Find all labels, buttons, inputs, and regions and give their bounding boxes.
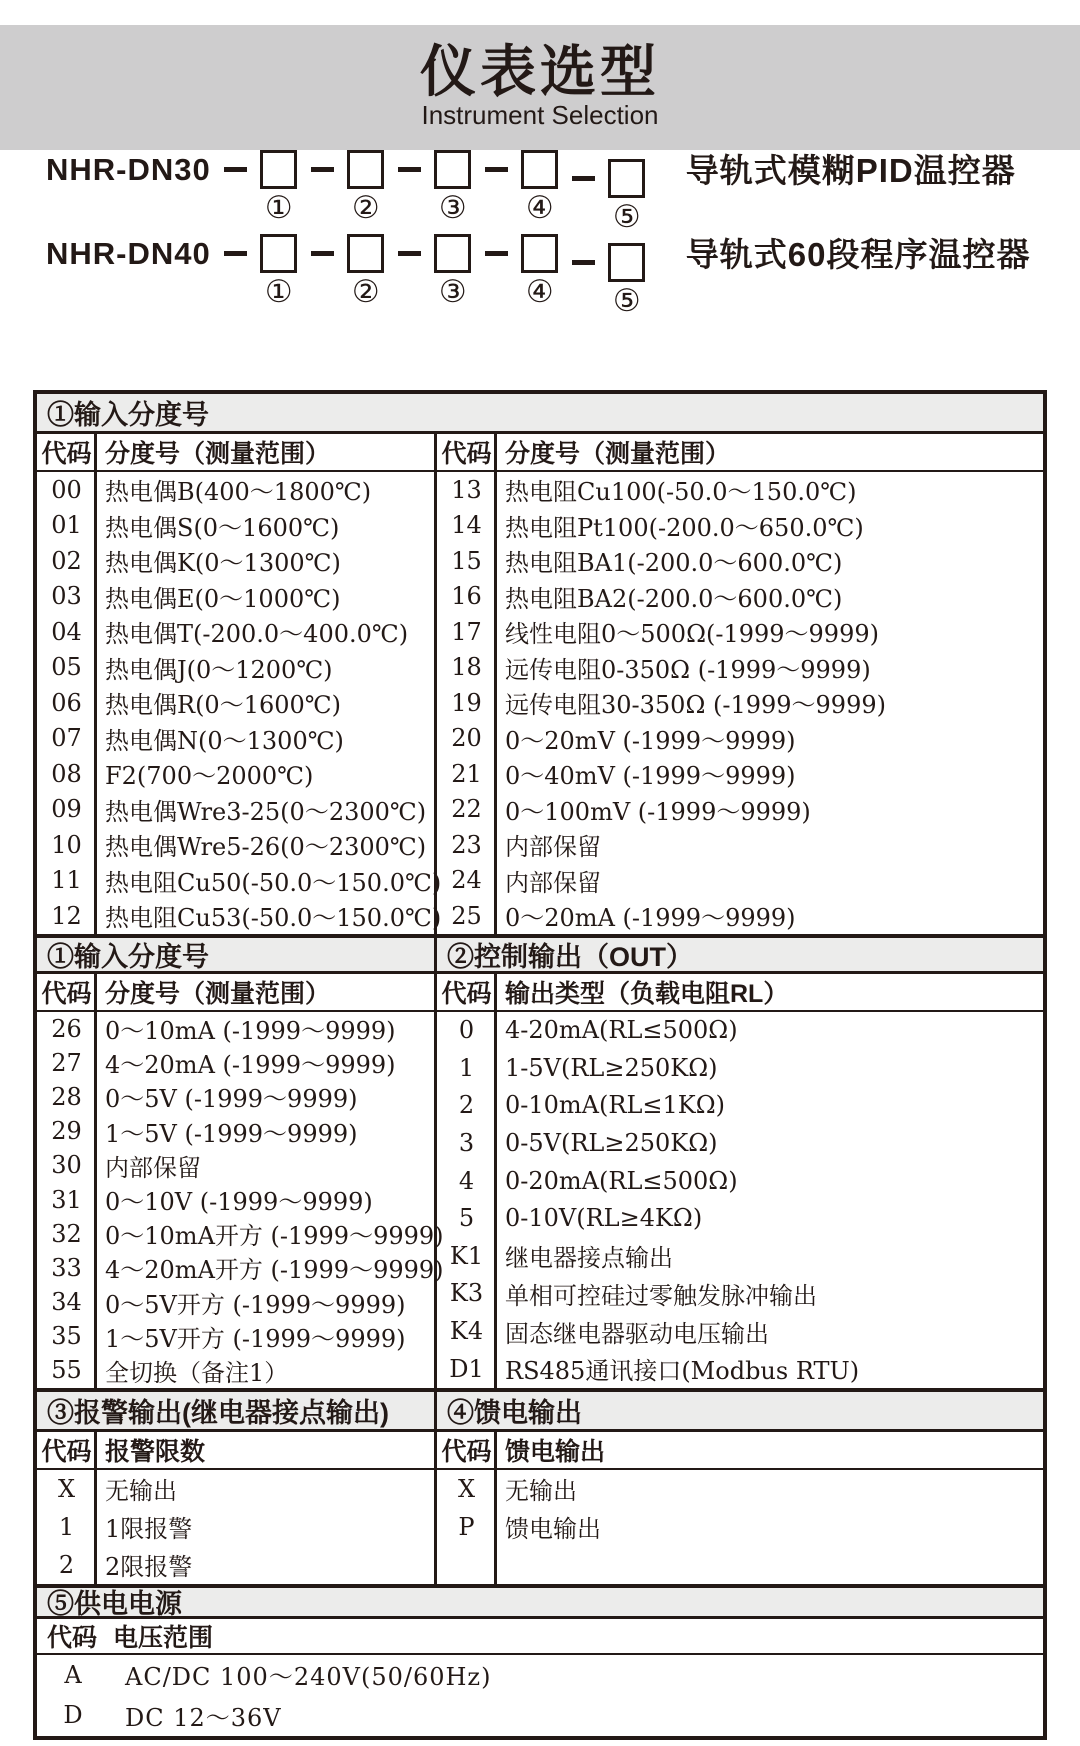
- label-cell: 热电偶T(-200.0～400.0℃): [105, 620, 409, 649]
- dash-separator: [572, 176, 595, 181]
- table-row: [437, 579, 1043, 615]
- code-box: [521, 234, 558, 273]
- code-cell: P: [458, 1512, 475, 1541]
- code-cell: 26: [51, 1014, 82, 1043]
- label-cell: 2限报警: [105, 1553, 193, 1582]
- label-cell: 远传电阻0-350Ω (-1999～9999): [505, 655, 871, 684]
- code-cell: 14: [451, 511, 482, 540]
- column-header-row: [37, 1432, 434, 1470]
- model-description: 导轨式60段程序温控器: [685, 236, 1031, 273]
- table-row: [37, 792, 434, 828]
- table-row: [37, 756, 434, 792]
- label-cell: 1～5V开方 (-1999～9999): [105, 1324, 406, 1353]
- table-row: [437, 1470, 1043, 1508]
- label-cell: 热电偶R(0～1600℃): [105, 691, 341, 720]
- code-cell: 27: [51, 1048, 82, 1077]
- label-cell: 馈电输出: [505, 1515, 601, 1544]
- table-row: [437, 1124, 1043, 1162]
- code-cell: 11: [51, 866, 82, 895]
- column-header-code: 代码: [47, 1623, 98, 1652]
- code-slot-4: [521, 234, 559, 309]
- column-header-row: [437, 434, 1043, 472]
- circled-number-2-icon: ②: [351, 190, 380, 226]
- table-row: [37, 827, 434, 863]
- label-cell: 1～5V (-1999～9999): [105, 1119, 358, 1148]
- circled-number-1-icon: ①: [264, 274, 293, 310]
- column-header-label: 分度号（测量范围）: [105, 440, 331, 468]
- code-cell: 25: [451, 901, 482, 930]
- dash-separator: [311, 167, 334, 172]
- code-cell: 00: [51, 475, 82, 504]
- code-cell: 05: [51, 653, 82, 682]
- table-row: [437, 1350, 1043, 1388]
- label-cell: 热电阻BA1(-200.0～600.0℃): [505, 549, 843, 578]
- label-cell: 全切换（备注1）: [105, 1358, 289, 1387]
- table-row: [37, 1285, 434, 1319]
- code-slot-2: [347, 234, 385, 309]
- code-cell: 33: [51, 1253, 82, 1282]
- table-row: [437, 1312, 1043, 1350]
- label-cell: 热电阻Cu50(-50.0～150.0℃): [105, 868, 442, 897]
- circled-number-1-icon: ①: [264, 190, 293, 226]
- code-cell: 0: [458, 1016, 475, 1045]
- label-cell: 0～10mA (-1999～9999): [105, 1017, 396, 1046]
- code-cell: 22: [451, 795, 482, 824]
- code-slot-3: [434, 234, 472, 309]
- code-cell: D1: [449, 1354, 484, 1383]
- code-cell: 06: [51, 688, 82, 717]
- code-cell: A: [64, 1660, 82, 1689]
- section-power-supply: [37, 1584, 1043, 1736]
- dash-separator: [398, 251, 421, 256]
- table-row: [37, 1217, 444, 1251]
- code-cell: 02: [51, 546, 82, 575]
- code-cell: K4: [449, 1317, 484, 1346]
- label-cell: 0～100mV (-1999～9999): [505, 797, 811, 826]
- table-row: [37, 898, 442, 934]
- label-cell: 热电偶K(0～1300℃): [105, 549, 341, 578]
- table-row: [37, 1148, 434, 1182]
- code-cell: 20: [451, 724, 482, 753]
- label-cell: 内部保留: [505, 868, 601, 897]
- circled-number-4-icon: ④: [525, 274, 554, 310]
- label-cell: 4～20mA开方 (-1999～9999): [105, 1256, 444, 1285]
- block2-right-title: ②控制输出（OUT）: [447, 941, 693, 972]
- block3-left-subtable: [37, 1432, 437, 1584]
- section-input-division-2-and-control-output: [37, 934, 1043, 1388]
- label-cell: 0～10mA开方 (-1999～9999): [105, 1222, 444, 1251]
- table-row: [437, 508, 1043, 544]
- label-cell: DC 12～36V: [125, 1703, 282, 1732]
- code-cell: 31: [51, 1185, 82, 1214]
- label-cell: AC/DC 100～240V(50/60Hz): [125, 1663, 492, 1692]
- table-row: [437, 827, 1043, 863]
- section-title-bar: [37, 1388, 1043, 1432]
- table-row: [437, 863, 1043, 899]
- code-box: [608, 159, 645, 198]
- block1-title: ①输入分度号: [47, 400, 209, 430]
- column-header-code: 代码: [441, 440, 492, 468]
- label-cell: 线性电阻0～500Ω(-1999～9999): [505, 620, 879, 649]
- column-header-row: [37, 1619, 1043, 1655]
- table-row: [437, 898, 1043, 934]
- column-header-code: 代码: [41, 440, 92, 468]
- code-slot-5: [608, 243, 646, 318]
- block1-right-subtable: [437, 434, 1043, 934]
- table-row: [37, 1546, 434, 1584]
- code-cell: 29: [51, 1117, 82, 1146]
- circled-number-3-icon: ③: [438, 274, 467, 310]
- code-box: [347, 150, 384, 189]
- column-header-row: [437, 974, 1043, 1012]
- page-subtitle: Instrument Selection: [421, 100, 659, 130]
- table-row: [37, 863, 442, 899]
- code-cell: 5: [458, 1204, 475, 1233]
- code-cell: 12: [51, 901, 82, 930]
- model-line: [0, 150, 1080, 234]
- table-row: [437, 650, 1043, 686]
- code-cell: 17: [451, 617, 482, 646]
- table-row: [437, 1012, 1043, 1050]
- table-row: [437, 792, 1043, 828]
- label-cell: 热电阻Cu100(-50.0～150.0℃): [505, 478, 857, 507]
- block3-left-title: ③报警输出(继电器接点输出): [37, 1392, 437, 1429]
- column-header-label: 分度号（测量范围）: [505, 440, 731, 468]
- block1-left-subtable: [37, 434, 442, 934]
- column-header-code: 代码: [41, 1437, 92, 1466]
- column-header-row: [37, 974, 434, 1012]
- section-title-bar: [37, 934, 1043, 974]
- table-row: [37, 1655, 1043, 1696]
- code-cell: 1: [58, 1512, 75, 1541]
- table-row: [37, 650, 434, 686]
- code-slot-1: [260, 150, 298, 225]
- column-header-code: 代码: [41, 979, 92, 1008]
- code-cell: 28: [51, 1082, 82, 1111]
- circled-number-4-icon: ④: [525, 190, 554, 226]
- selection-table: [33, 390, 1047, 1740]
- label-cell: RS485通讯接口(Modbus RTU): [505, 1357, 860, 1386]
- code-box: [521, 150, 558, 189]
- block3-right-subtable: [437, 1432, 1043, 1584]
- model-code-diagrams: [0, 150, 1080, 318]
- table-row: [37, 1080, 434, 1114]
- code-cell: K1: [449, 1241, 484, 1270]
- label-cell: 远传电阻30-350Ω (-1999～9999): [505, 691, 886, 720]
- code-cell: 21: [451, 759, 482, 788]
- table-row: [37, 1695, 1043, 1736]
- column-header-label: 馈电输出: [505, 1437, 606, 1466]
- label-cell: 1-5V(RL≥250KΩ): [505, 1053, 718, 1082]
- block2-left-title: ①输入分度号: [37, 938, 437, 971]
- label-cell: 4～20mA (-1999～9999): [105, 1051, 396, 1080]
- label-cell: 无输出: [505, 1477, 577, 1506]
- code-cell: 04: [51, 617, 82, 646]
- code-cell: 10: [51, 830, 82, 859]
- table-row: [437, 543, 1043, 579]
- table-row: [37, 579, 434, 615]
- circled-number-3-icon: ③: [438, 190, 467, 226]
- code-box: [434, 234, 471, 273]
- column-header-row: [437, 1432, 1043, 1470]
- label-cell: 0～20mA (-1999～9999): [505, 904, 796, 933]
- label-cell: 内部保留: [505, 833, 601, 862]
- table-row: [37, 721, 434, 757]
- page-title: 仪表选型: [420, 40, 660, 103]
- table-row: [437, 1162, 1043, 1200]
- label-cell: 热电偶J(0～1200℃): [105, 655, 333, 684]
- table-row: [37, 1508, 434, 1546]
- table-row: [437, 1275, 1043, 1313]
- dash-separator: [572, 260, 595, 265]
- code-cell: D: [63, 1701, 83, 1730]
- circled-number-2-icon: ②: [351, 274, 380, 310]
- code-cell: 2: [458, 1091, 475, 1120]
- label-cell: 0～40mV (-1999～9999): [505, 762, 796, 791]
- code-cell: 15: [451, 546, 482, 575]
- code-cell: 34: [51, 1288, 82, 1317]
- label-cell: 4-20mA(RL≤500Ω): [505, 1016, 738, 1045]
- label-cell: 热电阻Pt100(-200.0～650.0℃): [505, 513, 864, 542]
- table-row: [37, 1470, 434, 1508]
- dash-separator: [224, 167, 247, 172]
- section-title-bar: [37, 394, 1043, 434]
- code-cell: 3: [458, 1129, 475, 1158]
- table-row: [437, 1199, 1043, 1237]
- code-cell: 09: [51, 795, 82, 824]
- section-title-bar: [37, 1584, 1043, 1619]
- label-cell: 0-5V(RL≥250KΩ): [505, 1129, 718, 1158]
- column-header-label: 分度号（测量范围）: [105, 979, 331, 1008]
- code-cell: 2: [58, 1550, 75, 1579]
- label-cell: 0-20mA(RL≤500Ω): [505, 1166, 738, 1195]
- table-row: [437, 1087, 1043, 1125]
- model-description: 导轨式模糊PID温控器: [685, 152, 1016, 189]
- model-name: NHR-DN30: [46, 152, 211, 187]
- table-row: [37, 508, 434, 544]
- label-cell: 热电阻Cu53(-50.0～150.0℃): [105, 904, 442, 933]
- table-row: [437, 472, 1043, 508]
- block2-left-subtable: [37, 974, 444, 1388]
- label-cell: 热电偶S(0～1600℃): [105, 513, 340, 542]
- code-box: [347, 234, 384, 273]
- code-slot-4: [521, 150, 559, 225]
- label-cell: 0～20mV (-1999～9999): [505, 726, 796, 755]
- code-cell: 30: [51, 1151, 82, 1180]
- label-cell: 热电偶N(0～1300℃): [105, 726, 344, 755]
- code-cell: 01: [51, 511, 82, 540]
- label-cell: 热电偶B(400～1800℃): [105, 478, 372, 507]
- label-cell: 热电偶Wre3-25(0～2300℃): [105, 797, 427, 826]
- section-alarm-and-feed-output: [37, 1388, 1043, 1584]
- label-cell: 0～5V (-1999～9999): [105, 1085, 358, 1114]
- label-cell: 无输出: [105, 1477, 177, 1506]
- column-header-label: 电压范围: [113, 1623, 214, 1652]
- table-row: [37, 1046, 434, 1080]
- label-cell: 0-10V(RL≥4KΩ): [505, 1204, 703, 1233]
- column-header-code: 代码: [441, 1437, 492, 1466]
- block2-right-subtable: [437, 974, 1043, 1388]
- column-header-label: 报警限数: [105, 1437, 206, 1466]
- table-row: [37, 614, 434, 650]
- code-cell: 55: [51, 1356, 82, 1385]
- code-box: [260, 234, 297, 273]
- table-row: [437, 1237, 1043, 1275]
- table-row: [437, 721, 1043, 757]
- code-cell: 18: [451, 653, 482, 682]
- code-slot-5: [608, 159, 646, 234]
- block3-right-title: ④馈电输出: [447, 1397, 582, 1428]
- code-cell: 16: [451, 582, 482, 611]
- code-box: [608, 243, 645, 282]
- table-row: [437, 685, 1043, 721]
- label-cell: 内部保留: [105, 1153, 201, 1182]
- code-cell: 07: [51, 724, 82, 753]
- table-row: [37, 685, 434, 721]
- code-cell: 19: [451, 688, 482, 717]
- code-cell: X: [57, 1474, 76, 1503]
- table-row: [37, 543, 434, 579]
- column-header-row: [37, 434, 434, 472]
- label-cell: 1限报警: [105, 1515, 193, 1544]
- code-cell: 23: [451, 830, 482, 859]
- label-cell: 固态继电器驱动电压输出: [505, 1319, 769, 1348]
- column-header-code: 代码: [441, 979, 492, 1008]
- code-cell: 4: [458, 1166, 475, 1195]
- circled-number-5-icon: ⑤: [612, 199, 641, 235]
- code-cell: X: [457, 1474, 476, 1503]
- column-header-label: 输出类型（负载电阻RL）: [505, 979, 789, 1008]
- table-row: [37, 1012, 434, 1046]
- code-slot-1: [260, 234, 298, 309]
- code-slot-3: [434, 150, 472, 225]
- table-row: [437, 1049, 1043, 1087]
- code-cell: 35: [51, 1322, 82, 1351]
- code-cell: 24: [451, 866, 482, 895]
- code-box: [434, 150, 471, 189]
- dash-separator: [485, 251, 508, 256]
- code-slot-2: [347, 150, 385, 225]
- code-cell: 13: [451, 475, 482, 504]
- model-line: [0, 234, 1080, 318]
- table-row: [37, 1319, 434, 1353]
- block4-title: ⑤供电电源: [47, 1589, 182, 1620]
- label-cell: 0-10mA(RL≤1KΩ): [505, 1091, 725, 1120]
- table-row: [437, 1508, 1043, 1546]
- circled-number-5-icon: ⑤: [612, 283, 641, 319]
- dash-separator: [224, 251, 247, 256]
- label-cell: 0～10V (-1999～9999): [105, 1188, 373, 1217]
- code-cell: 08: [51, 759, 82, 788]
- label-cell: 继电器接点输出: [505, 1244, 673, 1273]
- code-cell: 1: [458, 1053, 475, 1082]
- label-cell: F2(700～2000℃): [105, 762, 314, 791]
- code-cell: 03: [51, 582, 82, 611]
- label-cell: 0～5V开方 (-1999～9999): [105, 1290, 406, 1319]
- dash-separator: [311, 251, 334, 256]
- table-row: [437, 614, 1043, 650]
- label-cell: 热电偶E(0～1000℃): [105, 584, 341, 613]
- label-cell: 热电偶Wre5-26(0～2300℃): [105, 833, 427, 862]
- dash-separator: [398, 167, 421, 172]
- code-cell: K3: [449, 1279, 484, 1308]
- label-cell: 热电阻BA2(-200.0～600.0℃): [505, 584, 843, 613]
- table-row: [37, 1114, 434, 1148]
- table-row: [37, 1353, 434, 1387]
- model-name: NHR-DN40: [46, 236, 211, 271]
- table-row: [37, 472, 434, 508]
- label-cell: 单相可控硅过零触发脉冲输出: [505, 1281, 817, 1310]
- header-banner: [0, 25, 1080, 150]
- table-row: [437, 756, 1043, 792]
- section-input-division-1: [37, 394, 1043, 934]
- table-row: [37, 1182, 434, 1216]
- table-row: [37, 1251, 444, 1285]
- dash-separator: [485, 167, 508, 172]
- code-cell: 32: [51, 1219, 82, 1248]
- code-box: [260, 150, 297, 189]
